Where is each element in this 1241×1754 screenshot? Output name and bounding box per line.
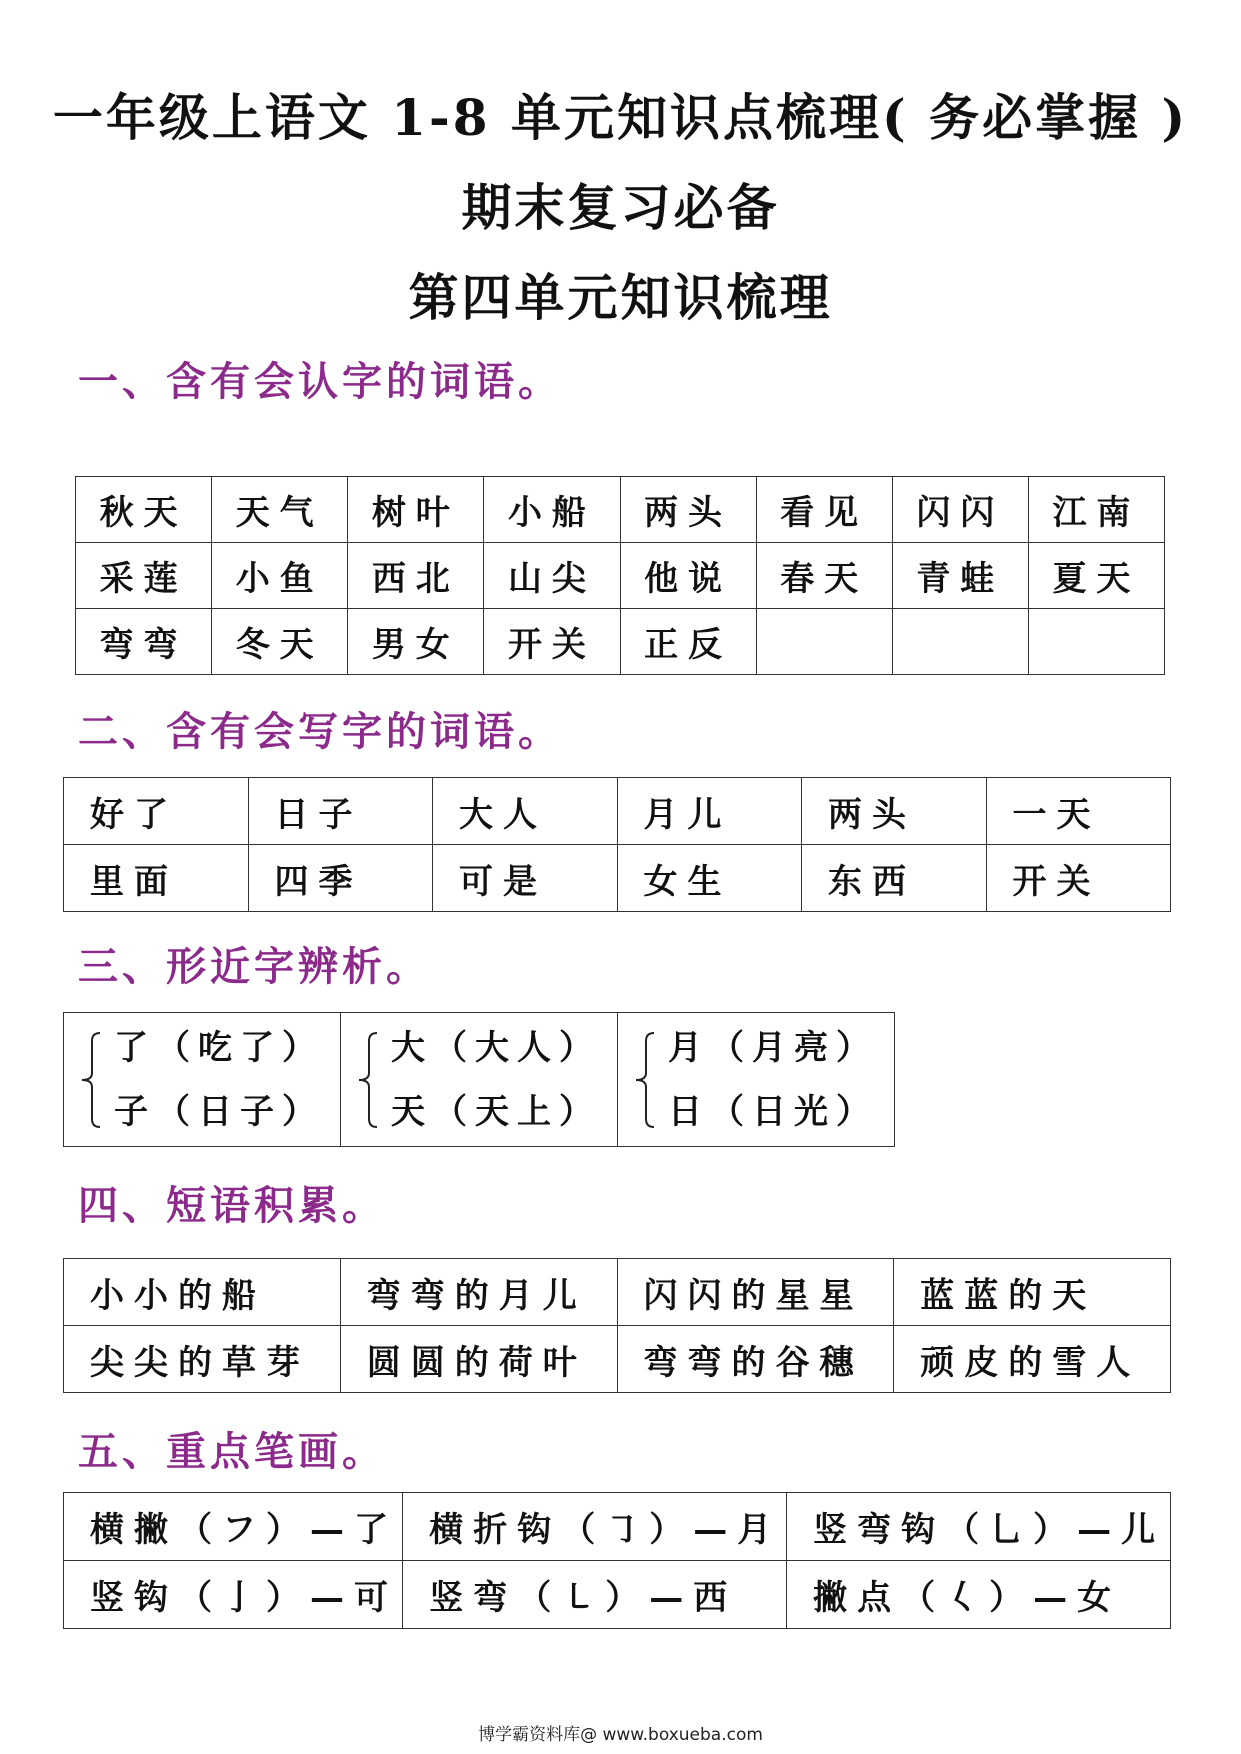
table-cell: 月儿 <box>617 778 802 845</box>
table-cell: 圆圆的荷叶 <box>340 1326 617 1393</box>
similar-characters-table <box>63 1012 895 1147</box>
table-cell: 尖尖的草芽 <box>64 1326 341 1393</box>
table-row <box>64 1561 1171 1629</box>
table-cell: 开关 <box>986 845 1171 912</box>
section-heading-5: 五、重点笔画。 <box>78 1428 386 1475</box>
table-cell: 竖弯（㇄）—西 <box>403 1561 787 1629</box>
table-cell: 江南 <box>1028 477 1164 543</box>
table-cell: 弯弯的谷穗 <box>617 1326 894 1393</box>
phrases-table <box>63 1258 1171 1393</box>
table-cell: 女生 <box>617 845 802 912</box>
table-cell: 闪闪的星星 <box>617 1259 894 1326</box>
table-cell: 竖钩（亅）—可 <box>64 1561 403 1629</box>
table-row <box>64 1493 1171 1561</box>
table-cell: 青蛙 <box>892 543 1028 609</box>
table-cell: 蓝蓝的天 <box>894 1259 1171 1326</box>
table-cell: 顽皮的雪人 <box>894 1326 1171 1393</box>
table-cell <box>892 609 1028 675</box>
section-heading-2: 二、含有会写字的词语。 <box>78 708 562 755</box>
table-row <box>76 477 1165 543</box>
table-row <box>64 778 1171 845</box>
table-cell: 小鱼 <box>212 543 348 609</box>
table-cell: 看见 <box>756 477 892 543</box>
table-cell: 撇点（𡿨）—女 <box>787 1561 1171 1629</box>
table-cell: 春天 <box>756 543 892 609</box>
table-cell: 山尖 <box>484 543 620 609</box>
table-cell: 树叶 <box>348 477 484 543</box>
similar-char-top: 月（月亮） <box>668 1027 878 1068</box>
similar-group-3 <box>618 1013 895 1147</box>
page-title: 一年级上语文 1-8 单元知识点梳理( 务必掌握 ) <box>52 88 1189 147</box>
table-cell: 好了 <box>64 778 249 845</box>
table-cell: 弯弯 <box>76 609 212 675</box>
table-cell: 两头 <box>620 477 756 543</box>
footer-watermark: 博学霸资料库@ www.boxueba.com <box>478 1725 763 1745</box>
table-cell: 里面 <box>64 845 249 912</box>
section-heading-4: 四、短语积累。 <box>78 1182 386 1229</box>
table-cell <box>756 609 892 675</box>
table-row <box>64 845 1171 912</box>
table-cell: 竖弯钩（乚）—儿 <box>787 1493 1171 1561</box>
table-cell: 一天 <box>986 778 1171 845</box>
table-cell: 开关 <box>484 609 620 675</box>
table-cell: 冬天 <box>212 609 348 675</box>
table-row <box>76 543 1165 609</box>
table-cell: 东西 <box>802 845 987 912</box>
recognize-words-table <box>75 476 1165 675</box>
brace-icon <box>78 1031 102 1129</box>
table-row <box>64 1259 1171 1326</box>
similar-char-bottom: 子（日子） <box>114 1091 324 1132</box>
table-cell: 秋天 <box>76 477 212 543</box>
similar-char-bottom: 天（天上） <box>391 1091 601 1132</box>
brace-icon <box>632 1031 656 1129</box>
table-cell: 采莲 <box>76 543 212 609</box>
table-cell: 西北 <box>348 543 484 609</box>
page-subtitle: 期末复习必备 <box>461 178 780 237</box>
key-strokes-table <box>63 1492 1171 1629</box>
table-cell: 四季 <box>248 845 433 912</box>
section-heading-3: 三、形近字辨析。 <box>78 943 430 990</box>
table-cell: 闪闪 <box>892 477 1028 543</box>
similar-char-bottom: 日（日光） <box>668 1091 878 1132</box>
similar-group-1 <box>64 1013 341 1147</box>
similar-group-2 <box>341 1013 618 1147</box>
table-cell: 小船 <box>484 477 620 543</box>
unit-title: 第四单元知识梳理 <box>408 268 833 327</box>
table-cell: 天气 <box>212 477 348 543</box>
similar-char-top: 了（吃了） <box>114 1027 324 1068</box>
table-cell: 他说 <box>620 543 756 609</box>
table-cell: 正反 <box>620 609 756 675</box>
table-cell: 男女 <box>348 609 484 675</box>
table-cell: 两头 <box>802 778 987 845</box>
table-cell: 横撇（フ）—了 <box>64 1493 403 1561</box>
brace-icon <box>355 1031 379 1129</box>
table-cell: 夏天 <box>1028 543 1164 609</box>
table-cell <box>1028 609 1164 675</box>
table-cell: 可是 <box>433 845 618 912</box>
table-cell: 日子 <box>248 778 433 845</box>
table-cell: 弯弯的月儿 <box>340 1259 617 1326</box>
table-cell: 横折钩（㇆）—月 <box>403 1493 787 1561</box>
write-words-table <box>63 777 1171 912</box>
table-cell: 大人 <box>433 778 618 845</box>
table-cell: 小小的船 <box>64 1259 341 1326</box>
section-heading-1: 一、含有会认字的词语。 <box>78 358 562 405</box>
similar-char-top: 大（大人） <box>391 1027 601 1068</box>
table-row <box>64 1326 1171 1393</box>
table-row <box>76 609 1165 675</box>
